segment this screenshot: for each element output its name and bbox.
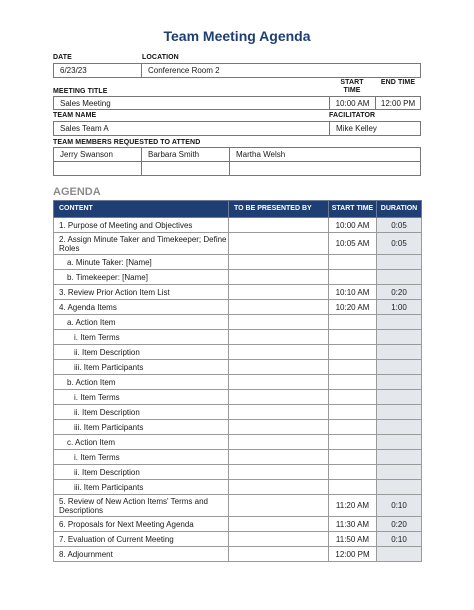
end-time-label: END TIME	[380, 79, 416, 86]
agenda-row	[54, 375, 422, 390]
agenda-row	[54, 435, 422, 450]
agenda-start-time-cell[interactable]	[329, 450, 377, 465]
agenda-row	[54, 360, 422, 375]
agenda-content-cell[interactable]: b. Timekeeper: [Name]	[54, 270, 229, 285]
agenda-duration-cell[interactable]	[377, 390, 422, 405]
agenda-duration-cell[interactable]	[377, 345, 422, 360]
agenda-row	[54, 532, 422, 547]
agenda-start-time-cell[interactable]: 10:10 AM	[329, 285, 377, 300]
agenda-content-cell[interactable]: 7. Evaluation of Current Meeting	[54, 532, 229, 547]
agenda-row	[54, 330, 422, 345]
agenda-duration-cell[interactable]: 1:00	[377, 300, 422, 315]
agenda-start-time-cell[interactable]	[329, 255, 377, 270]
agenda-presenter-cell[interactable]	[229, 330, 329, 345]
content-column-header: CONTENT	[54, 201, 229, 218]
agenda-start-time-cell[interactable]	[329, 375, 377, 390]
location-label: LOCATION	[142, 54, 179, 61]
agenda-start-time-cell[interactable]: 12:00 PM	[329, 547, 377, 562]
agenda-content-cell[interactable]: ii. Item Description	[54, 405, 229, 420]
agenda-content-cell[interactable]: ii. Item Description	[54, 465, 229, 480]
agenda-header-row	[54, 201, 422, 218]
member-field-2[interactable]: Barbara Smith	[141, 147, 230, 162]
agenda-content-cell[interactable]: b. Action Item	[54, 375, 229, 390]
agenda-duration-cell[interactable]: 0:05	[377, 233, 422, 255]
agenda-start-time-cell[interactable]	[329, 480, 377, 495]
end-time-field[interactable]: 12:00 PM	[375, 96, 421, 110]
agenda-row	[54, 480, 422, 495]
agenda-start-time-cell[interactable]	[329, 315, 377, 330]
agenda-start-time-cell[interactable]: 10:05 AM	[329, 233, 377, 255]
agenda-duration-cell[interactable]	[377, 405, 422, 420]
agenda-presenter-cell[interactable]	[229, 345, 329, 360]
agenda-start-time-cell[interactable]	[329, 330, 377, 345]
agenda-start-time-cell[interactable]	[329, 360, 377, 375]
member-field-1[interactable]: Jerry Swanson	[53, 147, 142, 162]
agenda-duration-cell[interactable]	[377, 465, 422, 480]
agenda-duration-cell[interactable]	[377, 420, 422, 435]
agenda-row	[54, 450, 422, 465]
member-field-5[interactable]	[141, 161, 230, 176]
agenda-presenter-cell[interactable]	[229, 465, 329, 480]
agenda-start-time-cell[interactable]	[329, 390, 377, 405]
agenda-content-cell[interactable]: i. Item Terms	[54, 450, 229, 465]
agenda-content-cell[interactable]: iii. Item Participants	[54, 420, 229, 435]
agenda-duration-cell[interactable]	[377, 480, 422, 495]
agenda-presenter-cell[interactable]	[229, 435, 329, 450]
agenda-presenter-cell[interactable]	[229, 218, 329, 233]
agenda-duration-cell[interactable]	[377, 375, 422, 390]
member-field-3[interactable]: Martha Welsh	[229, 147, 421, 162]
agenda-presenter-cell[interactable]	[229, 480, 329, 495]
agenda-presenter-cell[interactable]	[229, 420, 329, 435]
agenda-content-cell[interactable]: a. Minute Taker: [Name]	[54, 255, 229, 270]
agenda-content-cell[interactable]: 1. Purpose of Meeting and Objectives	[54, 218, 229, 233]
agenda-presenter-cell[interactable]	[229, 233, 329, 255]
agenda-presenter-cell[interactable]	[229, 360, 329, 375]
agenda-start-time-cell[interactable]: 11:20 AM	[329, 495, 377, 517]
agenda-row	[54, 270, 422, 285]
agenda-body	[54, 218, 422, 562]
agenda-row	[54, 420, 422, 435]
agenda-content-cell[interactable]: iii. Item Participants	[54, 360, 229, 375]
agenda-start-time-cell[interactable]: 10:20 AM	[329, 300, 377, 315]
team-name-label: TEAM NAME	[53, 112, 97, 119]
agenda-start-time-cell[interactable]	[329, 465, 377, 480]
agenda-duration-cell[interactable]	[377, 450, 422, 465]
presenter-column-header: TO BE PRESENTED BY	[229, 201, 329, 218]
agenda-heading: AGENDA	[53, 186, 101, 198]
agenda-presenter-cell[interactable]	[229, 270, 329, 285]
start-time-field[interactable]: 10:00 AM	[329, 96, 376, 110]
agenda-row	[54, 233, 422, 255]
agenda-content-cell[interactable]: 6. Proposals for Next Meeting Agenda	[54, 517, 229, 532]
start-time-label: START TIME	[340, 79, 364, 94]
agenda-presenter-cell[interactable]	[229, 255, 329, 270]
agenda-start-time-cell[interactable]	[329, 345, 377, 360]
agenda-start-time-cell[interactable]: 11:50 AM	[329, 532, 377, 547]
agenda-duration-cell[interactable]	[377, 547, 422, 562]
agenda-row	[54, 390, 422, 405]
facilitator-label: FACILITATOR	[329, 112, 376, 119]
agenda-duration-cell[interactable]	[377, 270, 422, 285]
agenda-presenter-cell[interactable]	[229, 450, 329, 465]
agenda-row	[54, 495, 422, 517]
meeting-title-field[interactable]: Sales Meeting	[53, 96, 330, 110]
agenda-duration-cell[interactable]	[377, 360, 422, 375]
facilitator-field[interactable]: Mike Kelley	[329, 121, 421, 136]
meeting-title-label: MEETING TITLE	[53, 88, 108, 95]
agenda-start-time-cell[interactable]	[329, 270, 377, 285]
agenda-presenter-cell[interactable]	[229, 375, 329, 390]
agenda-row	[54, 465, 422, 480]
duration-column-header: DURATION	[377, 201, 422, 218]
agenda-content-cell[interactable]: 4. Agenda Items	[54, 300, 229, 315]
agenda-presenter-cell[interactable]	[229, 495, 329, 517]
agenda-content-cell[interactable]: 2. Assign Minute Taker and Timekeeper; Define Roles	[54, 233, 229, 255]
agenda-start-time-cell[interactable]	[329, 420, 377, 435]
agenda-presenter-cell[interactable]	[229, 405, 329, 420]
agenda-duration-cell[interactable]: 0:20	[377, 517, 422, 532]
agenda-duration-cell[interactable]: 0:10	[377, 532, 422, 547]
agenda-presenter-cell[interactable]	[229, 300, 329, 315]
agenda-duration-cell[interactable]: 0:10	[377, 495, 422, 517]
agenda-presenter-cell[interactable]	[229, 517, 329, 532]
agenda-duration-cell[interactable]	[377, 330, 422, 345]
agenda-content-cell[interactable]: 5. Review of New Action Items' Terms and Descriptions	[54, 495, 229, 517]
agenda-presenter-cell[interactable]	[229, 390, 329, 405]
agenda-table	[53, 200, 422, 562]
agenda-content-cell[interactable]: i. Item Terms	[54, 390, 229, 405]
agenda-row	[54, 547, 422, 562]
start-time-column-header: START TIME	[329, 201, 377, 218]
location-field[interactable]: Conference Room 2	[141, 63, 421, 78]
agenda-duration-cell[interactable]	[377, 435, 422, 450]
document-title: Team Meeting Agenda	[163, 28, 311, 44]
agenda-row	[54, 405, 422, 420]
agenda-row	[54, 315, 422, 330]
agenda-presenter-cell[interactable]	[229, 285, 329, 300]
member-field-6[interactable]	[229, 161, 421, 176]
agenda-start-time-cell[interactable]: 11:30 AM	[329, 517, 377, 532]
agenda-content-cell[interactable]: i. Item Terms	[54, 330, 229, 345]
agenda-row	[54, 255, 422, 270]
agenda-content-cell[interactable]: a. Action Item	[54, 315, 229, 330]
date-field[interactable]: 6/23/23	[53, 63, 142, 78]
agenda-start-time-cell[interactable]	[329, 405, 377, 420]
agenda-row	[54, 218, 422, 233]
agenda-row	[54, 300, 422, 315]
members-label: TEAM MEMBERS REQUESTED TO ATTEND	[53, 139, 201, 146]
agenda-presenter-cell[interactable]	[229, 532, 329, 547]
team-name-field[interactable]: Sales Team A	[53, 121, 330, 136]
agenda-content-cell[interactable]: iii. Item Participants	[54, 480, 229, 495]
agenda-start-time-cell[interactable]	[329, 435, 377, 450]
agenda-row	[54, 285, 422, 300]
member-field-4[interactable]	[53, 161, 142, 176]
agenda-row	[54, 517, 422, 532]
agenda-presenter-cell[interactable]	[229, 315, 329, 330]
agenda-start-time-cell[interactable]: 10:00 AM	[329, 218, 377, 233]
agenda-content-cell[interactable]: 3. Review Prior Action Item List	[54, 285, 229, 300]
agenda-content-cell[interactable]: ii. Item Description	[54, 345, 229, 360]
agenda-row	[54, 345, 422, 360]
agenda-duration-cell[interactable]	[377, 255, 422, 270]
agenda-duration-cell[interactable]	[377, 315, 422, 330]
date-label: DATE	[53, 54, 72, 61]
agenda-duration-cell[interactable]: 0:20	[377, 285, 422, 300]
agenda-content-cell[interactable]: c. Action Item	[54, 435, 229, 450]
agenda-duration-cell[interactable]: 0:05	[377, 218, 422, 233]
agenda-content-cell[interactable]: 8. Adjournment	[54, 547, 229, 562]
agenda-presenter-cell[interactable]	[229, 547, 329, 562]
